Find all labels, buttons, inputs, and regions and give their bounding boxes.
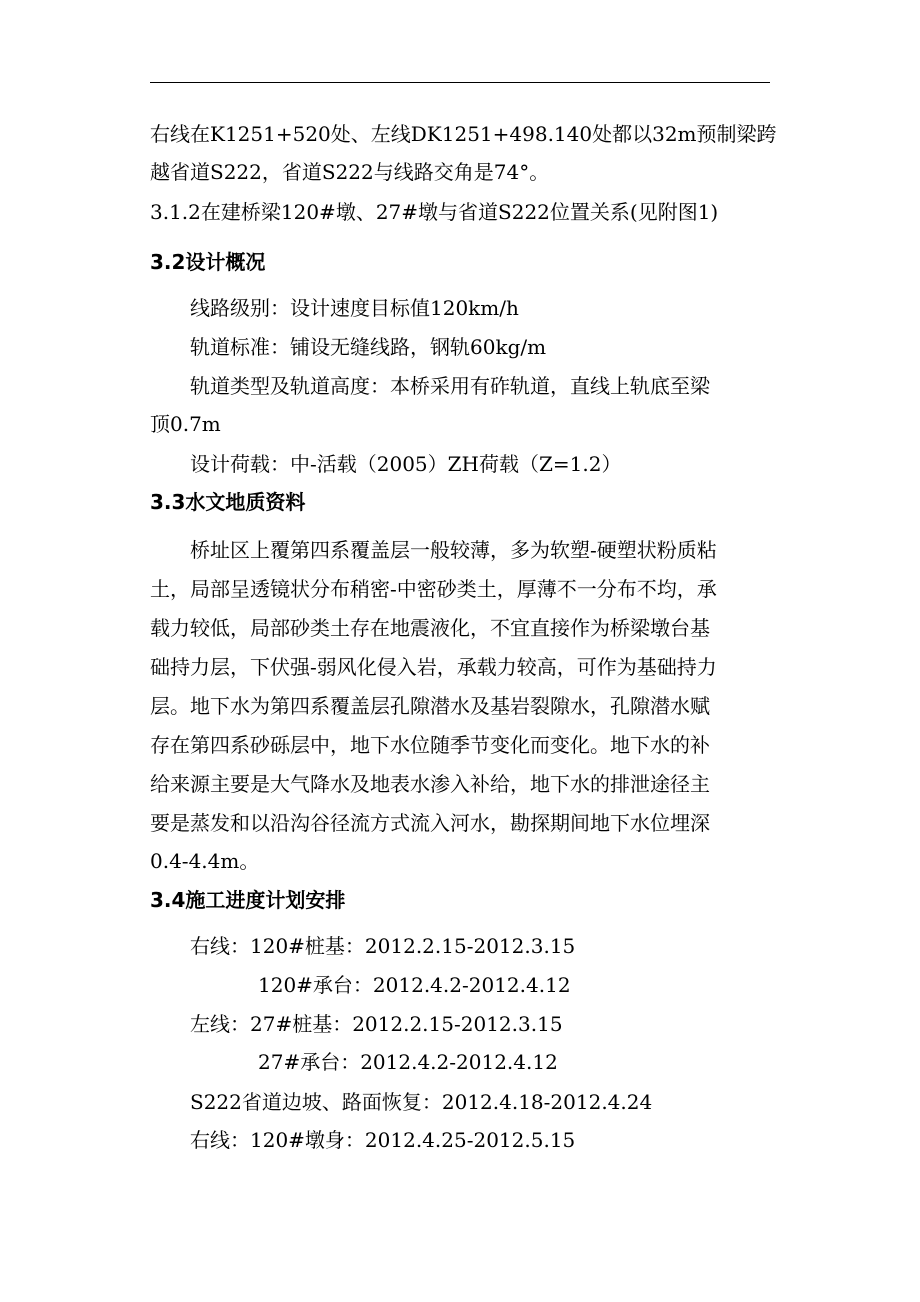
heading-3-3: 3.3水文地质资料 [150, 490, 306, 514]
design-load: 设计荷载：中-活载（2005）ZH荷载（Z=1.2） [190, 452, 622, 476]
hydro-line: 桥址区上覆第四系覆盖层一般较薄，多为软塑-硬塑状粉质粘 [190, 538, 717, 562]
hydro-line: 载力较低，局部砂类土存在地震液化，不宜直接作为桥梁墩台基 [150, 616, 710, 640]
schedule-item: 27#承台：2012.4.2-2012.4.12 [258, 1050, 558, 1074]
hydro-line: 要是蒸发和以沿沟谷径流方式流入河水，勘探期间地下水位埋深 [150, 811, 710, 835]
schedule-item: 左线：27#桩基：2012.2.15-2012.3.15 [190, 1012, 563, 1036]
line-level: 线路级别：设计速度目标值120km/h [190, 296, 519, 320]
intro-paragraph-line-1: 右线在K1251+520处、左线DK1251+498.140处都以32m预制梁跨 [150, 122, 777, 146]
heading-3-2: 3.2设计概况 [150, 250, 266, 274]
item-3-1-2: 3.1.2在建桥梁120#墩、27#墩与省道S222位置关系(见附图1) [150, 200, 719, 224]
track-type-line-1: 轨道类型及轨道高度：本桥采用有砟轨道，直线上轨底至梁 [190, 374, 710, 398]
intro-paragraph-line-2: 越省道S222，省道S222与线路交角是74°。 [150, 160, 550, 184]
hydro-line: 给来源主要是大气降水及地表水渗入补给，地下水的排泄途径主 [150, 772, 710, 796]
schedule-item: 120#承台：2012.4.2-2012.4.12 [258, 973, 571, 997]
header-rule [150, 82, 770, 83]
hydro-line: 存在第四系砂砾层中，地下水位随季节变化而变化。地下水的补 [150, 733, 710, 757]
hydro-line: 0.4-4.4m。 [150, 849, 260, 873]
schedule-item: 右线：120#墩身：2012.4.25-2012.5.15 [190, 1128, 576, 1152]
schedule-item: 右线：120#桩基：2012.2.15-2012.3.15 [190, 934, 576, 958]
hydro-line: 础持力层，下伏强-弱风化侵入岩，承载力较高，可作为基础持力 [150, 655, 717, 679]
hydro-line: 土，局部呈透镜状分布稍密-中密砂类土，厚薄不一分布不均，承 [150, 577, 717, 601]
hydro-line: 层。地下水为第四系覆盖层孔隙潜水及基岩裂隙水，孔隙潜水赋 [150, 694, 710, 718]
track-type-line-2: 顶0.7m [150, 412, 221, 436]
track-standard: 轨道标准：铺设无缝线路，钢轨60kg/m [190, 335, 547, 359]
schedule-item: S222省道边坡、路面恢复：2012.4.18-2012.4.24 [190, 1090, 653, 1114]
heading-3-4: 3.4施工进度计划安排 [150, 888, 346, 912]
